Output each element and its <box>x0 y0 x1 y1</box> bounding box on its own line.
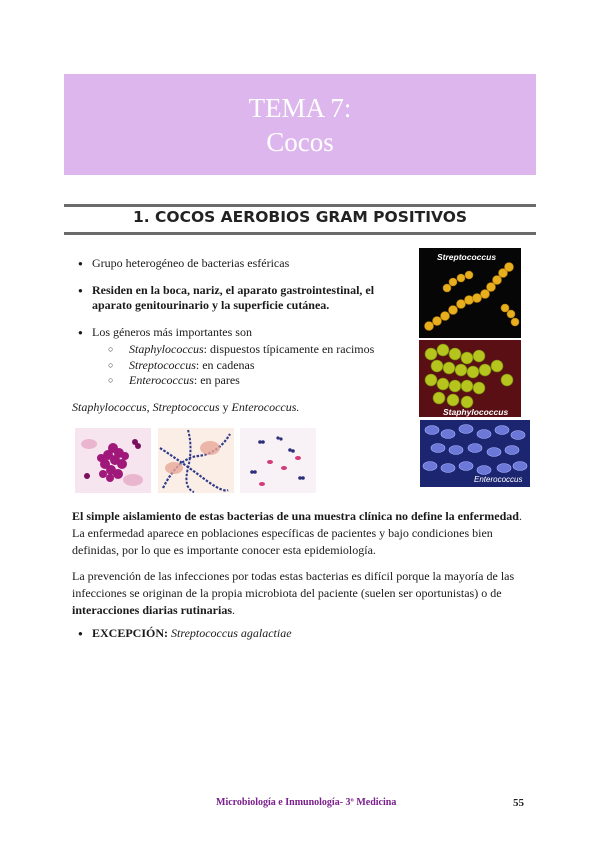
section-rule-bottom <box>64 232 536 235</box>
bullet-text: Los géneros más importantes son <box>92 325 252 339</box>
bullet-list <box>72 256 412 401</box>
paragraph-1 <box>72 508 532 559</box>
genus-item <box>92 358 412 374</box>
footer-course: Microbiología e Inmunología- 3º Medicina <box>216 797 397 808</box>
enterococcus-photo-label: Enterococcus <box>474 475 523 484</box>
staphylococcus-photo <box>419 340 521 417</box>
caption-sep: y <box>219 400 232 414</box>
genera-list <box>92 342 412 389</box>
paragraph-1-dot: . <box>518 509 522 523</box>
genus-desc: : en cadenas <box>195 357 255 372</box>
paragraph-1-text: La enfermedad aparece en poblaciones específicas de pacientes y bajo condiciones bien definidas, por lo que es importante conocer esta epidemiología. <box>72 526 493 557</box>
exception-text: Streptococcus agalactiae <box>171 626 292 640</box>
genus-name: Streptococcus <box>129 357 196 372</box>
caption-sep: . <box>296 400 300 414</box>
genus-name: Enterococcus <box>129 373 194 387</box>
paragraph-2-end: . <box>231 603 235 617</box>
bullet-item <box>72 283 412 313</box>
genus-name: Staphylococcus <box>129 342 204 356</box>
paragraph-1-bold: El simple aislamiento de estas bacterias de una muestra clínica no define la enfermedad <box>72 509 519 523</box>
caption-genus: Enterococcus <box>231 400 297 414</box>
title-line-1: TEMA 7: <box>248 92 352 123</box>
genus-desc: : dispuestos típicamente en racimos <box>203 342 375 356</box>
genus-desc: : en pares <box>193 373 240 387</box>
exception-bullet: ● <box>78 629 83 638</box>
micrograph-caption <box>72 400 299 415</box>
caption-sep: , <box>146 400 153 414</box>
caption-genus: Staphylococcus <box>72 400 147 414</box>
exception-item <box>78 626 292 641</box>
staphylococcus-gram-stain-image <box>75 428 151 493</box>
genus-item <box>92 342 412 358</box>
bullet-text: Grupo heterogéneo de bacterias esféricas <box>92 256 290 270</box>
enterococcus-gram-stain-image <box>240 428 316 493</box>
staphylococcus-photo-label: Staphylococcus <box>443 407 509 417</box>
section-rule-top <box>64 204 536 207</box>
caption-genus: Streptococcus <box>152 400 220 414</box>
genus-item <box>92 373 412 389</box>
bullet-text: Residen en la boca, nariz, el aparato gastrointestinal, el aparato genitourinario y la superficie cutánea. <box>92 283 375 312</box>
enterococcus-photo <box>420 420 530 487</box>
streptococcus-photo <box>419 248 521 338</box>
paragraph-2 <box>72 568 532 619</box>
title-line-2: Cocos <box>266 126 334 157</box>
paragraph-2-bold: interacciones diarias rutinarias <box>72 603 232 617</box>
streptococcus-gram-stain-image <box>158 428 234 493</box>
bullet-item <box>72 256 412 271</box>
bullet-item <box>72 325 412 389</box>
exception-label: EXCEPCIÓN: <box>92 626 169 640</box>
page-number: 55 <box>513 797 524 809</box>
paragraph-2-text: La prevención de las infecciones por todas estas bacterias es difícil porque la mayoría de las infecciones se originan de la propia microbiota del paciente (suelen ser oportunistas) o de <box>72 569 515 600</box>
title-banner <box>64 74 536 175</box>
section-heading: 1. COCOS AEROBIOS GRAM POSITIVOS <box>132 208 468 226</box>
streptococcus-photo-label: Streptococcus <box>437 252 497 262</box>
